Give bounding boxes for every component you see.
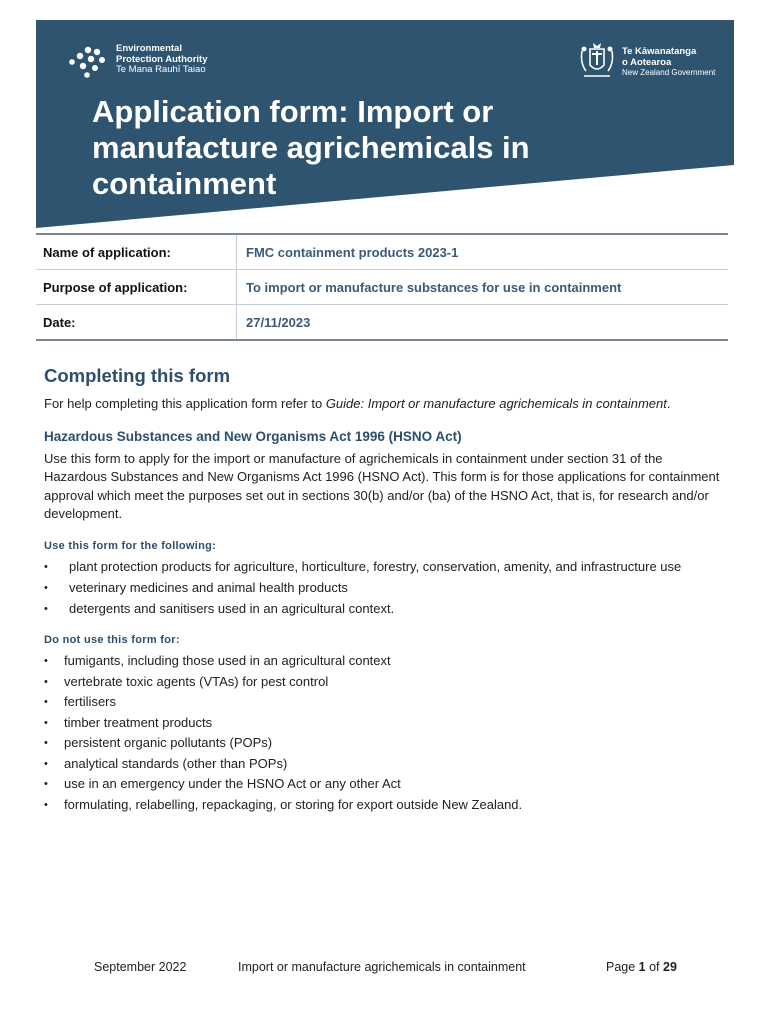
footer-date: September 2022	[94, 960, 187, 974]
use-form-heading: Use this form for the following:	[44, 539, 217, 552]
table-row	[36, 305, 728, 341]
nz-government-wordmark	[622, 47, 715, 79]
hsno-act-heading: Hazardous Substances and New Organisms Act 1996 (HSNO Act)	[44, 428, 462, 444]
name-of-application-value: FMC containment products 2023-1	[237, 234, 729, 270]
guide-reference: Guide: Import or manufacture agrichemicals in containment	[325, 396, 667, 411]
nz-government-logo	[576, 41, 726, 81]
page-of: of	[645, 960, 663, 974]
intro-suffix: .	[666, 396, 671, 411]
header-banner	[36, 20, 734, 228]
do-not-use-heading: Do not use this form for:	[44, 634, 180, 646]
table-row	[36, 270, 728, 305]
list-item: • persistent organic pollutants (POPs)	[44, 734, 724, 753]
list-item: • use in an emergency under the HSNO Act or any other Act	[44, 775, 724, 794]
gov-line-3: New Zealand Government	[622, 68, 716, 77]
list-item: • plant protection products for agriculture, horticulture, forestry, conservation, amenity, and infrastructure use	[44, 558, 724, 577]
footer-document-title: Import or manufacture agrichemicals in containment	[238, 960, 526, 974]
date-label: Date:	[36, 305, 237, 341]
epa-dots-icon	[66, 46, 112, 80]
list-item: • timber treatment products	[44, 714, 724, 733]
intro-prefix: For help completing this application form refer to	[44, 396, 326, 411]
section-heading-completing-form: Completing this form	[44, 365, 231, 386]
list-item: • analytical standards (other than POPs)	[44, 755, 724, 774]
page-number	[606, 960, 677, 974]
list-item: • veterinary medicines and animal health products	[44, 579, 724, 598]
page-footer	[0, 960, 770, 980]
epa-line-3: Te Mana Rauhī Taiao	[116, 64, 206, 75]
list-item: • fertilisers	[44, 693, 724, 712]
page-total: 29	[663, 960, 677, 974]
list-item: • formulating, relabelling, repackaging, or storing for export outside New Zealand.	[44, 796, 724, 815]
purpose-of-application-label: Purpose of application:	[36, 270, 237, 305]
coat-of-arms-icon	[576, 41, 618, 81]
list-item: • vertebrate toxic agents (VTAs) for pest control	[44, 673, 724, 692]
name-of-application-label: Name of application:	[36, 234, 237, 270]
purpose-of-application-value: To import or manufacture substances for use in containment	[237, 270, 729, 305]
epa-line-2: Protection Authority	[116, 53, 208, 65]
epa-line-1: Environmental	[116, 43, 182, 54]
page-current: 1	[638, 960, 646, 974]
list-item: • fumigants, including those used in an agricultural context	[44, 652, 724, 671]
do-not-use-list	[44, 652, 724, 814]
page-title: Application form: Import or manufacture agrichemicals in containment	[92, 94, 530, 201]
use-list	[44, 558, 724, 619]
date-value: 27/11/2023	[237, 305, 729, 341]
main-content	[44, 364, 724, 816]
page-prefix: Page	[606, 960, 639, 974]
application-info-table	[36, 233, 728, 341]
gov-line-1: Te Kāwanatanga	[622, 46, 697, 57]
epa-logo	[66, 44, 216, 80]
hsno-act-paragraph: Use this form to apply for the import or manufacture of agrichemicals in containment under section 31 of the Hazardous Substances and New Organisms Act 1996 (HSNO Act). This form is for those applications for containment approval which meet the purposes set out in sections 30(b) and/or (ba) of the HSNO Act, that is, for research and/or development.	[44, 450, 720, 521]
intro-paragraph	[44, 395, 724, 414]
list-item: • detergents and sanitisers used in an agricultural context.	[44, 600, 724, 619]
gov-line-2: o Aotearoa	[622, 56, 672, 68]
table-row	[36, 234, 728, 270]
epa-wordmark	[116, 44, 207, 76]
